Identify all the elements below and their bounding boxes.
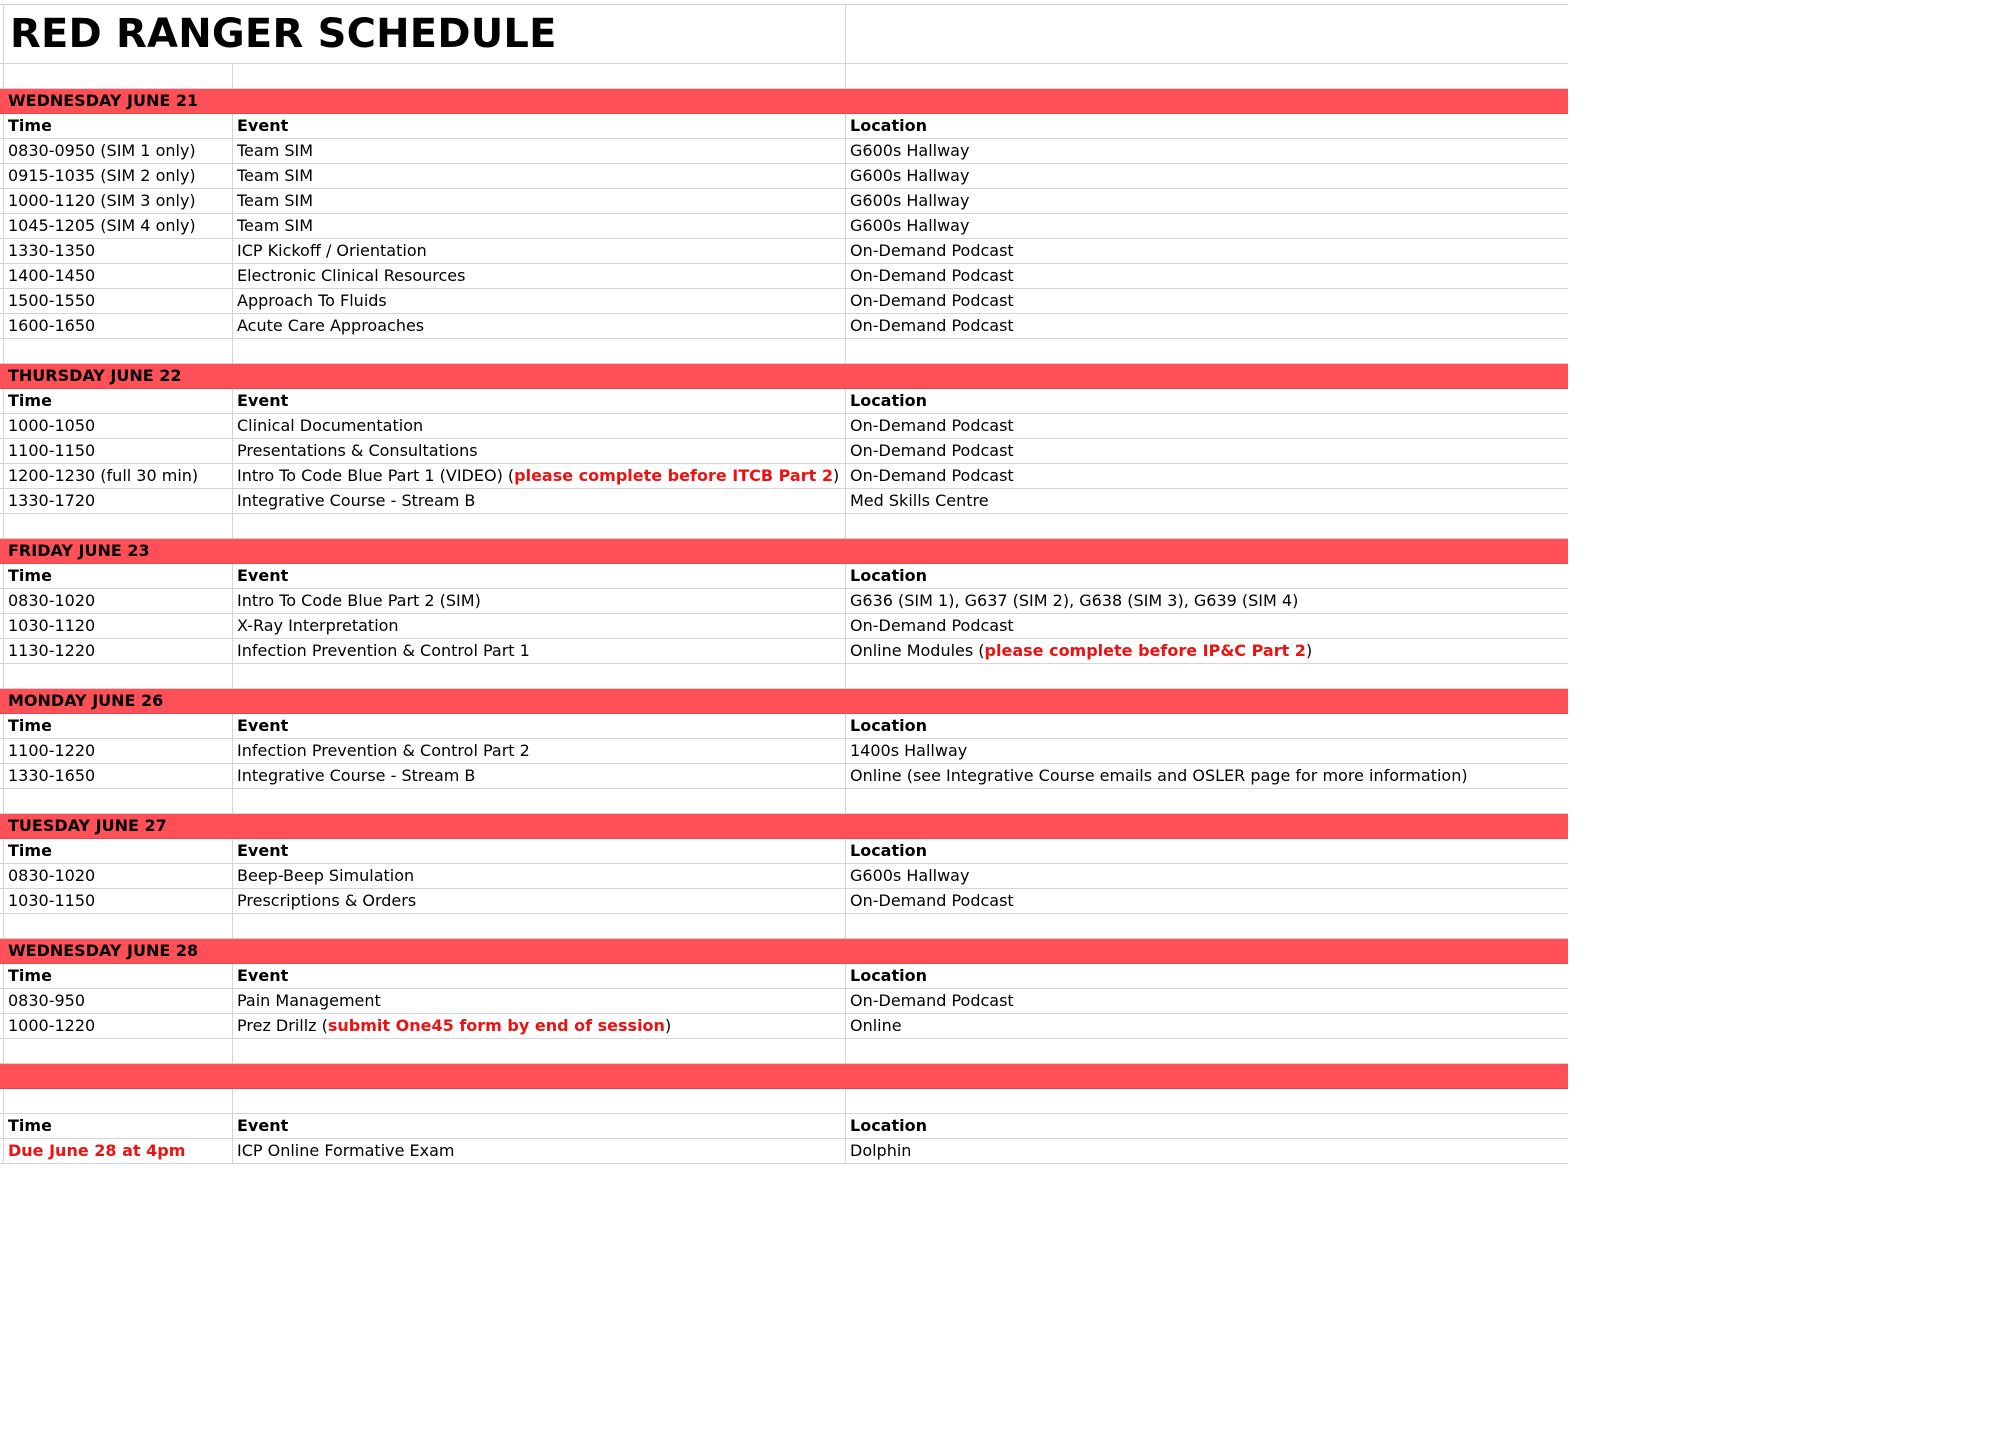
time-cell[interactable]: 1000-1220	[4, 1014, 233, 1038]
cell[interactable]	[846, 664, 1568, 688]
spacer-row	[0, 64, 1568, 89]
page-title[interactable]: RED RANGER SCHEDULE	[10, 11, 557, 57]
table-row	[0, 614, 1568, 639]
emphasis-note: please complete before IP&C Part 2	[984, 641, 1306, 660]
event-cell[interactable]: Acute Care Approaches	[233, 314, 846, 338]
cell[interactable]	[846, 514, 1568, 538]
spacer-row	[0, 664, 1568, 689]
spacer-row	[0, 1089, 1568, 1114]
cell[interactable]	[233, 789, 846, 813]
location-cell[interactable]: G636 (SIM 1), G637 (SIM 2), G638 (SIM 3), G639 (SIM 4)	[850, 591, 1299, 610]
time-header[interactable]: Time	[4, 114, 233, 138]
location-cell[interactable]: On-Demand Podcast	[850, 616, 1014, 635]
table-row	[0, 1139, 1568, 1164]
cell[interactable]	[233, 64, 846, 88]
event-cell[interactable]: Approach To Fluids	[233, 289, 846, 313]
event-cell[interactable]: Integrative Course - Stream B	[233, 764, 846, 788]
table-row	[0, 264, 1568, 289]
table-row	[0, 1014, 1568, 1039]
cell[interactable]	[4, 914, 233, 938]
time-cell[interactable]: 1330-1650	[4, 764, 233, 788]
day-header-row[interactable]	[0, 539, 1568, 564]
spacer-row	[0, 789, 1568, 814]
time-header[interactable]: Time	[4, 839, 233, 863]
day-header-row[interactable]	[0, 814, 1568, 839]
cell[interactable]	[4, 339, 233, 363]
location-cell[interactable]: Online (see Integrative Course emails and OSLER page for more information)	[850, 766, 1468, 785]
day-header-row[interactable]	[0, 1064, 1568, 1089]
time-cell[interactable]: 1330-1350	[4, 239, 233, 263]
table-row	[0, 489, 1568, 514]
time-cell[interactable]: 1330-1720	[4, 489, 233, 513]
location-cell[interactable]: On-Demand Podcast	[850, 316, 1014, 335]
cell[interactable]	[233, 514, 846, 538]
time-cell[interactable]: 1100-1150	[4, 439, 233, 463]
event-cell[interactable]: X-Ray Interpretation	[233, 614, 846, 638]
event-text: Intro To Code Blue Part 1 (VIDEO) (	[237, 466, 515, 485]
location-cell[interactable]: G600s Hallway	[850, 216, 970, 235]
event-cell[interactable]: Prescriptions & Orders	[233, 889, 846, 913]
column-header-row	[0, 714, 1568, 739]
location-cell[interactable]: G600s Hallway	[850, 866, 970, 885]
table-row	[0, 289, 1568, 314]
table-row	[0, 414, 1568, 439]
cell[interactable]	[846, 64, 1568, 88]
time-cell[interactable]: 0830-0950 (SIM 1 only)	[4, 139, 233, 163]
cell[interactable]	[846, 1089, 1568, 1113]
event-cell[interactable]: Team SIM	[233, 139, 846, 163]
event-header[interactable]: Event	[233, 714, 846, 738]
location-cell[interactable]: On-Demand Podcast	[850, 991, 1014, 1010]
cell[interactable]	[846, 1039, 1568, 1063]
cell[interactable]	[4, 1089, 233, 1113]
cell[interactable]	[846, 5, 1568, 63]
table-row	[0, 314, 1568, 339]
time-cell[interactable]: 1130-1220	[4, 639, 233, 663]
time-cell[interactable]: 1000-1120 (SIM 3 only)	[4, 189, 233, 213]
table-row	[0, 464, 1568, 489]
time-cell[interactable]: 1500-1550	[4, 289, 233, 313]
cell[interactable]	[233, 914, 846, 938]
column-header-row	[0, 1114, 1568, 1139]
event-cell[interactable]: Team SIM	[233, 189, 846, 213]
location-cell[interactable]: On-Demand Podcast	[850, 891, 1014, 910]
location-cell[interactable]: G600s Hallway	[850, 141, 970, 160]
cell[interactable]	[4, 1039, 233, 1063]
event-cell[interactable]: Electronic Clinical Resources	[233, 264, 846, 288]
event-header[interactable]: Event	[233, 1114, 846, 1138]
location-header[interactable]: Location	[850, 966, 927, 985]
event-cell[interactable]: ICP Kickoff / Orientation	[233, 239, 846, 263]
cell[interactable]	[846, 339, 1568, 363]
location-cell[interactable]: Dolphin	[850, 1141, 912, 1160]
cell[interactable]	[233, 664, 846, 688]
event-text-close: )	[664, 1016, 672, 1035]
day-header-row[interactable]	[0, 689, 1568, 714]
table-row	[0, 739, 1568, 764]
event-header[interactable]: Event	[233, 114, 846, 138]
time-cell[interactable]: 1000-1050	[4, 414, 233, 438]
event-header[interactable]: Event	[233, 964, 846, 988]
time-cell[interactable]: 1200-1230 (full 30 min)	[4, 464, 233, 488]
cell[interactable]	[846, 789, 1568, 813]
table-row	[0, 189, 1568, 214]
time-cell[interactable]: 1100-1220	[4, 739, 233, 763]
column-header-row	[0, 964, 1568, 989]
event-cell[interactable]: Team SIM	[233, 164, 846, 188]
title-row	[0, 5, 1568, 64]
table-row	[0, 164, 1568, 189]
location-header[interactable]: Location	[850, 391, 927, 410]
emphasis-note: please complete before ITCB Part 2	[514, 466, 833, 485]
cell[interactable]	[4, 514, 233, 538]
column-header-row	[0, 839, 1568, 864]
time-cell[interactable]: 1030-1120	[4, 614, 233, 638]
event-cell[interactable]: Presentations & Consultations	[233, 439, 846, 463]
cell[interactable]	[233, 1089, 846, 1113]
table-row	[0, 989, 1568, 1014]
day-label: MONDAY JUNE 26	[8, 691, 164, 710]
location-cell[interactable]: On-Demand Podcast	[850, 291, 1014, 310]
day-label: WEDNESDAY JUNE 21	[8, 91, 199, 110]
time-header[interactable]: Time	[4, 964, 233, 988]
event-header[interactable]: Event	[233, 389, 846, 413]
cell[interactable]	[4, 664, 233, 688]
column-header-row	[0, 564, 1568, 589]
day-label: WEDNESDAY JUNE 28	[8, 941, 199, 960]
time-cell[interactable]: 1045-1205 (SIM 4 only)	[4, 214, 233, 238]
location-header[interactable]: Location	[850, 716, 927, 735]
day-header-row[interactable]	[0, 89, 1568, 114]
time-header[interactable]: Time	[4, 714, 233, 738]
table-row	[0, 139, 1568, 164]
column-header-row	[0, 114, 1568, 139]
event-cell[interactable]: Pain Management	[233, 989, 846, 1013]
location-cell[interactable]: On-Demand Podcast	[850, 466, 1014, 485]
cell[interactable]	[233, 1039, 846, 1063]
location-cell[interactable]: Med Skills Centre	[850, 491, 989, 510]
location-cell[interactable]: 1400s Hallway	[850, 741, 968, 760]
event-cell[interactable]: Infection Prevention & Control Part 1	[233, 639, 846, 663]
day-header-row[interactable]	[0, 364, 1568, 389]
time-cell[interactable]: Due June 28 at 4pm	[4, 1139, 233, 1163]
event-cell[interactable]: Infection Prevention & Control Part 2	[233, 739, 846, 763]
cell[interactable]	[4, 64, 233, 88]
location-cell[interactable]: On-Demand Podcast	[850, 441, 1014, 460]
cell[interactable]	[846, 914, 1568, 938]
location-cell[interactable]: On-Demand Podcast	[850, 416, 1014, 435]
event-header[interactable]: Event	[233, 564, 846, 588]
table-row	[0, 589, 1568, 614]
location-header[interactable]: Location	[850, 841, 927, 860]
location-header[interactable]: Location	[850, 566, 927, 585]
event-cell[interactable]: Integrative Course - Stream B	[233, 489, 846, 513]
time-cell[interactable]: 0830-1020	[4, 589, 233, 613]
location-header[interactable]: Location	[850, 116, 927, 135]
event-cell[interactable]: ICP Online Formative Exam	[233, 1139, 846, 1163]
location-text: Online Modules (	[850, 641, 985, 660]
location-cell[interactable]: On-Demand Podcast	[850, 266, 1014, 285]
time-cell[interactable]: 0830-1020	[4, 864, 233, 888]
time-cell[interactable]: 1400-1450	[4, 264, 233, 288]
time-cell[interactable]: 1600-1650	[4, 314, 233, 338]
spacer-row	[0, 914, 1568, 939]
event-cell[interactable]: Clinical Documentation	[233, 414, 846, 438]
day-header-row[interactable]	[0, 939, 1568, 964]
event-cell[interactable]: Intro To Code Blue Part 2 (SIM)	[233, 589, 846, 613]
emphasis-note: submit One45 form by end of session	[327, 1016, 665, 1035]
spacer-row	[0, 514, 1568, 539]
event-cell[interactable]	[233, 464, 846, 488]
location-header[interactable]: Location	[850, 1116, 927, 1135]
event-text: Prez Drillz (	[237, 1016, 328, 1035]
spacer-row	[0, 1039, 1568, 1064]
table-row	[0, 214, 1568, 239]
spacer-row	[0, 339, 1568, 364]
cell[interactable]	[233, 5, 846, 63]
event-text-close: )	[832, 466, 840, 485]
day-label: THURSDAY JUNE 22	[8, 366, 182, 385]
day-label	[4, 1064, 8, 1088]
cell[interactable]	[233, 339, 846, 363]
location-cell[interactable]: On-Demand Podcast	[850, 241, 1014, 260]
day-label: FRIDAY JUNE 23	[8, 541, 150, 560]
event-header[interactable]: Event	[233, 839, 846, 863]
table-row	[0, 764, 1568, 789]
location-cell[interactable]	[846, 639, 1568, 663]
time-header[interactable]: Time	[4, 564, 233, 588]
event-cell[interactable]: Team SIM	[233, 214, 846, 238]
column-header-row	[0, 389, 1568, 414]
table-row	[0, 889, 1568, 914]
time-cell[interactable]: 0915-1035 (SIM 2 only)	[4, 164, 233, 188]
location-text-close: )	[1305, 641, 1313, 660]
location-cell[interactable]: G600s Hallway	[850, 191, 970, 210]
cell[interactable]	[4, 789, 233, 813]
table-row	[0, 639, 1568, 664]
time-header[interactable]: Time	[4, 389, 233, 413]
location-cell[interactable]: G600s Hallway	[850, 166, 970, 185]
table-row	[0, 439, 1568, 464]
location-cell[interactable]: Online	[850, 1016, 902, 1035]
event-cell[interactable]: Beep-Beep Simulation	[233, 864, 846, 888]
table-row	[0, 239, 1568, 264]
table-row	[0, 864, 1568, 889]
time-header[interactable]: Time	[4, 1114, 233, 1138]
time-cell[interactable]: 0830-950	[4, 989, 233, 1013]
event-cell[interactable]	[233, 1014, 846, 1038]
day-label: TUESDAY JUNE 27	[8, 816, 167, 835]
time-cell[interactable]: 1030-1150	[4, 889, 233, 913]
